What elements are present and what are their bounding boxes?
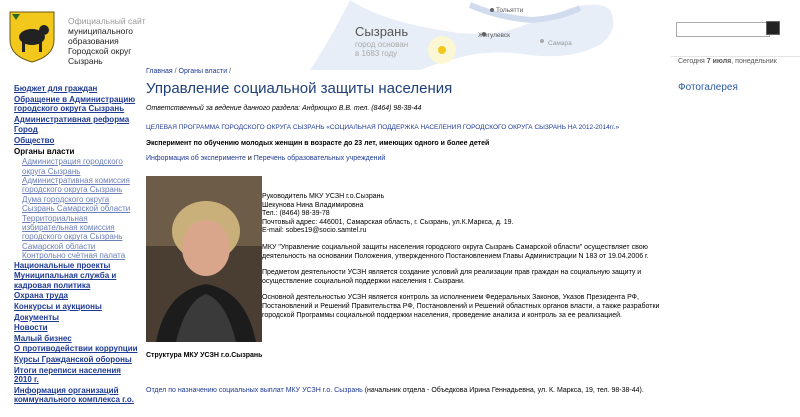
nav-item-tenders[interactable]: Конкурсы и аукционы [14,302,102,311]
nav-item-national-projects[interactable]: Национальные проекты [14,260,111,270]
today-prefix: Сегодня [678,58,707,65]
breadcrumb [146,68,666,75]
photo-gallery-link[interactable]: Фотогалерея [678,82,738,93]
nav-subitem-election-commission[interactable]: Территориальная избирательная комиссия городского округа Сызрань Самарской области [22,213,123,251]
site-title-line: Официальный сайт [68,16,146,26]
right-divider [671,56,800,57]
map-founded-line: город основан [355,40,409,49]
site-title [68,16,168,66]
site-title-line: Городской округ [68,46,132,56]
nav-item-labor-protection[interactable]: Охрана труда [14,291,68,301]
description-paragraph: Предметом деятельности УСЗН является создание условий для реализации прав граждан на социальную защиту и осуществление социальной поддержки населения г. Сызрани. [262,269,642,285]
map-samara-label: Самара [548,40,572,47]
description-paragraph: Основной деятельностью УСЗН является контроль за исполнением Федеральных Законов, Указов Президента РФ, Постановлений и Решений Правительства РФ, Постановлений и Решений областных органов власти, а также разработки городской Программы социальной поддержки населения, проведение анализа и контроль за ее реализацией. [262,294,660,319]
nav-item-city[interactable]: Город [14,125,38,135]
nav-item-civil-defense[interactable]: Курсы Гражданской обороны [14,354,132,364]
nav-item-documents[interactable]: Документы [14,312,59,322]
breadcrumb-separator: / [172,68,179,75]
experiment-heading: Эксперимент по обучению молодых женщин в возрасте до 23 лет, имеющих одного и более детей [146,140,490,147]
nav-item-census[interactable]: Итоги переписи населения 2010 г. [14,365,121,385]
head-position: Руководитель МКУ УСЗН г.о.Сызрань [262,193,385,200]
experiment-links [146,155,666,162]
page-title: Управление социальной защиты населения [146,80,453,97]
breadcrumb-separator: / [227,68,232,75]
department-entry [146,386,686,395]
breadcrumb-home[interactable]: Главная [146,68,173,75]
department-link[interactable]: Отдел по назначению социальных выплат МКУ УСЗН г.о. Сызрань [146,387,363,394]
nav-item-small-business[interactable]: Малый бизнес [14,333,72,343]
map-city-label: Сызрань [355,24,409,39]
main-content [146,68,666,394]
description-paragraph: МКУ "Управление социальной защиты населения городского округа Сызрань Самарской области" осуществляет свою деятельность на основании Положения, утвержденного Постановлением Главы Администрации N 183 от 19.04.2006 г. [262,243,649,260]
site-title-line: образования [68,36,119,46]
site-title-line: Сызрань [68,56,103,66]
today-suffix: , понедельник [731,58,777,65]
head-photo [146,176,262,342]
site-title-line: муниципального [68,26,134,36]
responsible-note: Ответственный за ведение данного раздела: Андрющко В.В. тел. (8464) 98-38-44 [146,105,422,112]
structure-heading: Структура МКУ УСЗН г.о.Сызрань [146,352,263,359]
nav-subitem-admin-commission[interactable]: Административная комиссия городского округа Сызрань [22,175,130,195]
map-founded-label [355,40,415,58]
sidebar-nav [14,84,138,406]
search-input[interactable] [676,22,770,37]
nav-item-society[interactable]: Общество [14,135,55,145]
head-address: Почтовый адрес: 446001, Самарская область, г. Сызрань, ул.К.Маркса, д. 19. [262,218,514,226]
nav-item-appeal[interactable]: Обращение в Администрацию городского округа Сызрань [14,94,136,114]
nav-item-budget[interactable]: Бюджет для граждан [14,84,98,93]
nav-item-news[interactable]: Новости [14,323,48,333]
nav-item-authorities[interactable]: Органы власти [14,146,75,156]
nav-item-admin-reform[interactable]: Административная реформа [14,114,130,124]
today-date-value: 7 июля [706,58,732,65]
head-info [262,193,672,328]
search-button[interactable] [766,21,780,35]
experiment-info-link[interactable]: Информация об эксперименте [146,155,246,162]
today-date [678,58,777,65]
head-contacts [262,193,672,236]
nav-item-anticorruption[interactable]: О противодействии коррупции [14,344,138,354]
head-email: E-mail: sobes19@socio.samtel.ru [262,227,367,235]
program-link[interactable]: ЦЕЛЕВАЯ ПРОГРАММА ГОРОДСКОГО ОКРУГА СЫЗРАНЬ «СОЦИАЛЬНАЯ ПОДДЕРЖКА НАСЕЛЕНИЯ ГОРОДСКОГО ОКРУГА СЫЗРАНЬ НА 2012-2014гг.» [146,124,620,131]
experiment-and-text: и [245,155,254,162]
breadcrumb-authorities[interactable]: Органы власти [178,68,228,75]
nav-subitem-duma[interactable]: Дума городского округа Сызрань Самарской области [22,194,131,214]
nav-subitem-administration[interactable]: Администрация городского округа Сызрань [22,157,123,176]
map-founded-line: в 1683 году [355,49,398,58]
head-phone: Тел.: (8464) 98-39-78 [262,210,330,218]
map-togliatti-label: Тольятти [496,7,524,14]
institutions-list-link[interactable]: Перечень образовательных учреждений [253,155,386,162]
map-zhigulevsk-label: Жигулевск [478,32,510,39]
department-details: (начальник отдела - Объедкова Ирина Геннадьевна, ул. К. Маркса, 19, тел. 98-38-44). [362,387,644,394]
nav-item-utilities-info[interactable]: Информация организаций коммунального комплекса г.о. [14,385,135,405]
head-name: Шекунова Нина Владимировна [262,201,364,209]
nav-subitem-audit-chamber[interactable]: Контрольно счётная палата [22,251,126,261]
city-crest-icon[interactable] [8,10,56,64]
nav-item-municipal-service[interactable]: Муниципальная служба и кадровая политика [14,271,117,290]
